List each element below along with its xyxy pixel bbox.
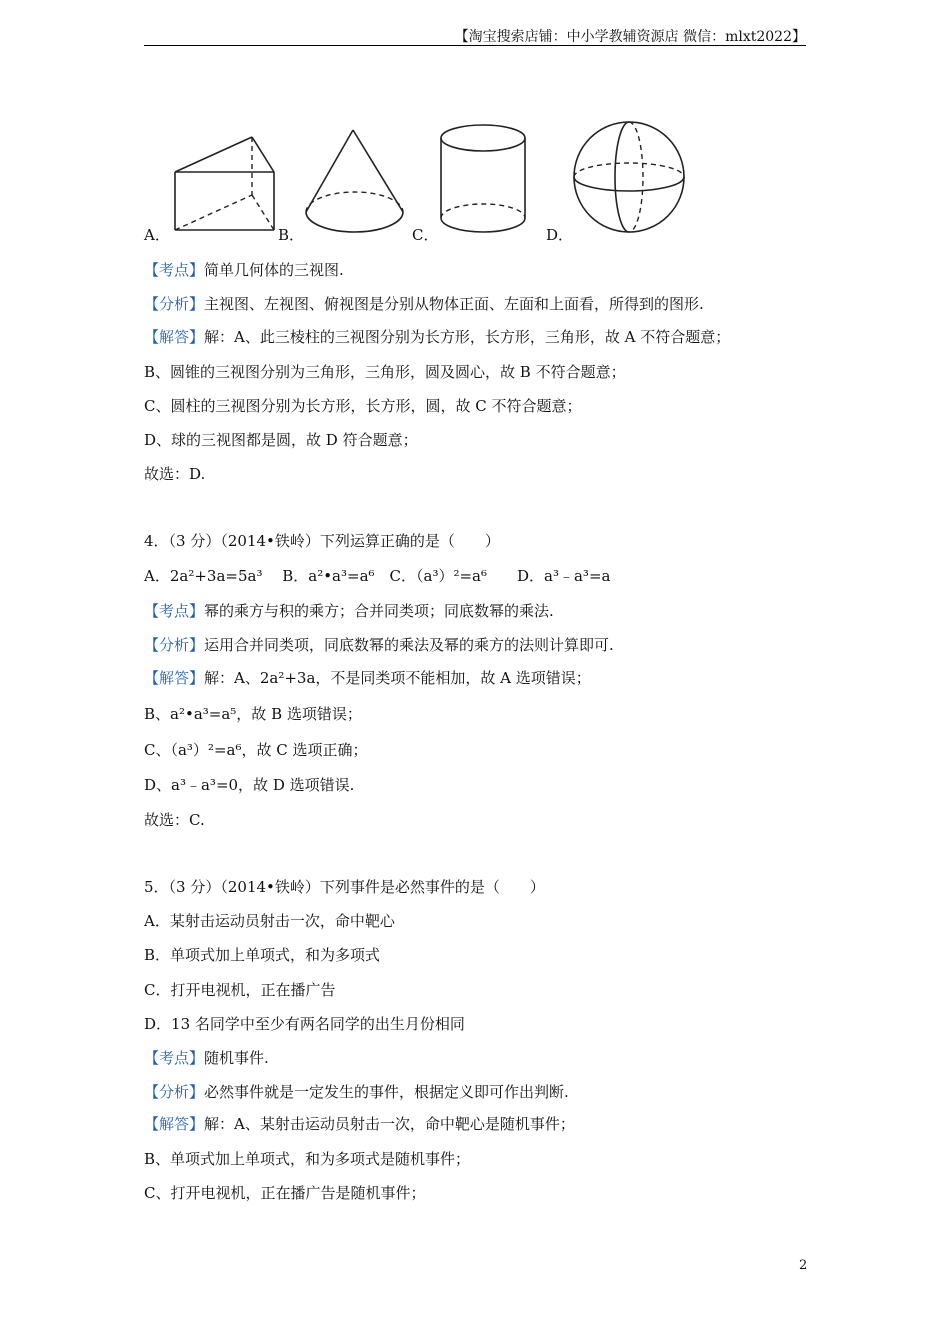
q4-jieda: 【解答】解：A、2a²+3a，不是同类项不能相加，故 A 选项错误； [144,669,591,687]
q5-option-a: A．某射击运动员射击一次，命中靶心 [144,912,395,930]
q3-kaodian: 【考点】简单几何体的三视图. [144,261,344,279]
q5-stem: 5．（3 分）（2014•铁岭）下列事件是必然事件的是（ ） [144,878,545,896]
q3-line-c: C、圆柱的三视图分别为长方形，长方形，圆，故 C 不符合题意； [144,397,582,415]
q3-answer: 故选：D. [144,465,206,483]
q4-kaodian: 【考点】幂的乘方与积的乘方；合并同类项；同底数幂的乘法. [144,602,554,620]
prism-figure [170,120,280,235]
q5-option-c: C．打开电视机，正在播广告 [144,981,336,999]
q3-line-d: D、球的三视图都是圆，故 D 符合题意； [144,431,418,449]
q4-fenxi: 【分析】运用合并同类项，同底数幂的乘法及幂的乘方的法则计算即可. [144,636,614,654]
page-number: 2 [799,1258,808,1273]
q4-line-d: D、a³﹣a³=0，故 D 选项错误. [144,776,355,794]
q4-line-c: C、（a³）²=a⁶，故 C 选项正确； [144,741,368,759]
page-header: 【淘宝搜索店铺：中小学教辅资源店 微信：mlxt2022】 [454,29,806,45]
figure-label-a: A． [144,226,170,244]
q5-line-b: B、单项式加上单项式，和为多项式是随机事件； [144,1150,471,1168]
figure-label-b: B． [278,226,305,244]
cylinder-figure [436,120,531,238]
header-rule [144,45,806,46]
q4-line-b: B、a²•a³=a⁵，故 B 选项错误； [144,705,362,723]
q5-line-c: C、打开电视机，正在播广告是随机事件； [144,1184,426,1202]
q5-option-d: D．13 名同学中至少有两名同学的出生月份相同 [144,1015,465,1033]
q4-stem: 4．（3 分）（2014•铁岭）下列运算正确的是（ ） [144,532,500,550]
sphere-figure [570,120,688,235]
q5-option-b: B．单项式加上单项式，和为多项式 [144,946,381,964]
q5-jieda: 【解答】解：A、某射击运动员射击一次，命中靶心是随机事件； [144,1115,575,1133]
q3-line-b: B、圆锥的三视图分别为三角形，三角形，圆及圆心，故 B 不符合题意； [144,363,626,381]
cone-figure [302,120,410,240]
figure-label-c: C． [412,226,439,244]
q5-fenxi: 【分析】必然事件就是一定发生的事件，根据定义即可作出判断. [144,1083,569,1101]
figure-label-d: D． [546,226,574,244]
q4-options: A．2a²+3a=5a³ B．a²•a³=a⁶ C．（a³）²=a⁶ D．a³﹣a³=a [144,567,611,585]
q4-answer: 故选：C. [144,811,205,829]
q3-fenxi: 【分析】主视图、左视图、俯视图是分别从物体正面、左面和上面看，所得到的图形. [144,295,704,313]
q5-kaodian: 【考点】随机事件. [144,1049,269,1067]
q3-jieda: 【解答】解：A、此三棱柱的三视图分别为长方形，长方形，三角形，故 A 不符合题意； [144,328,731,346]
